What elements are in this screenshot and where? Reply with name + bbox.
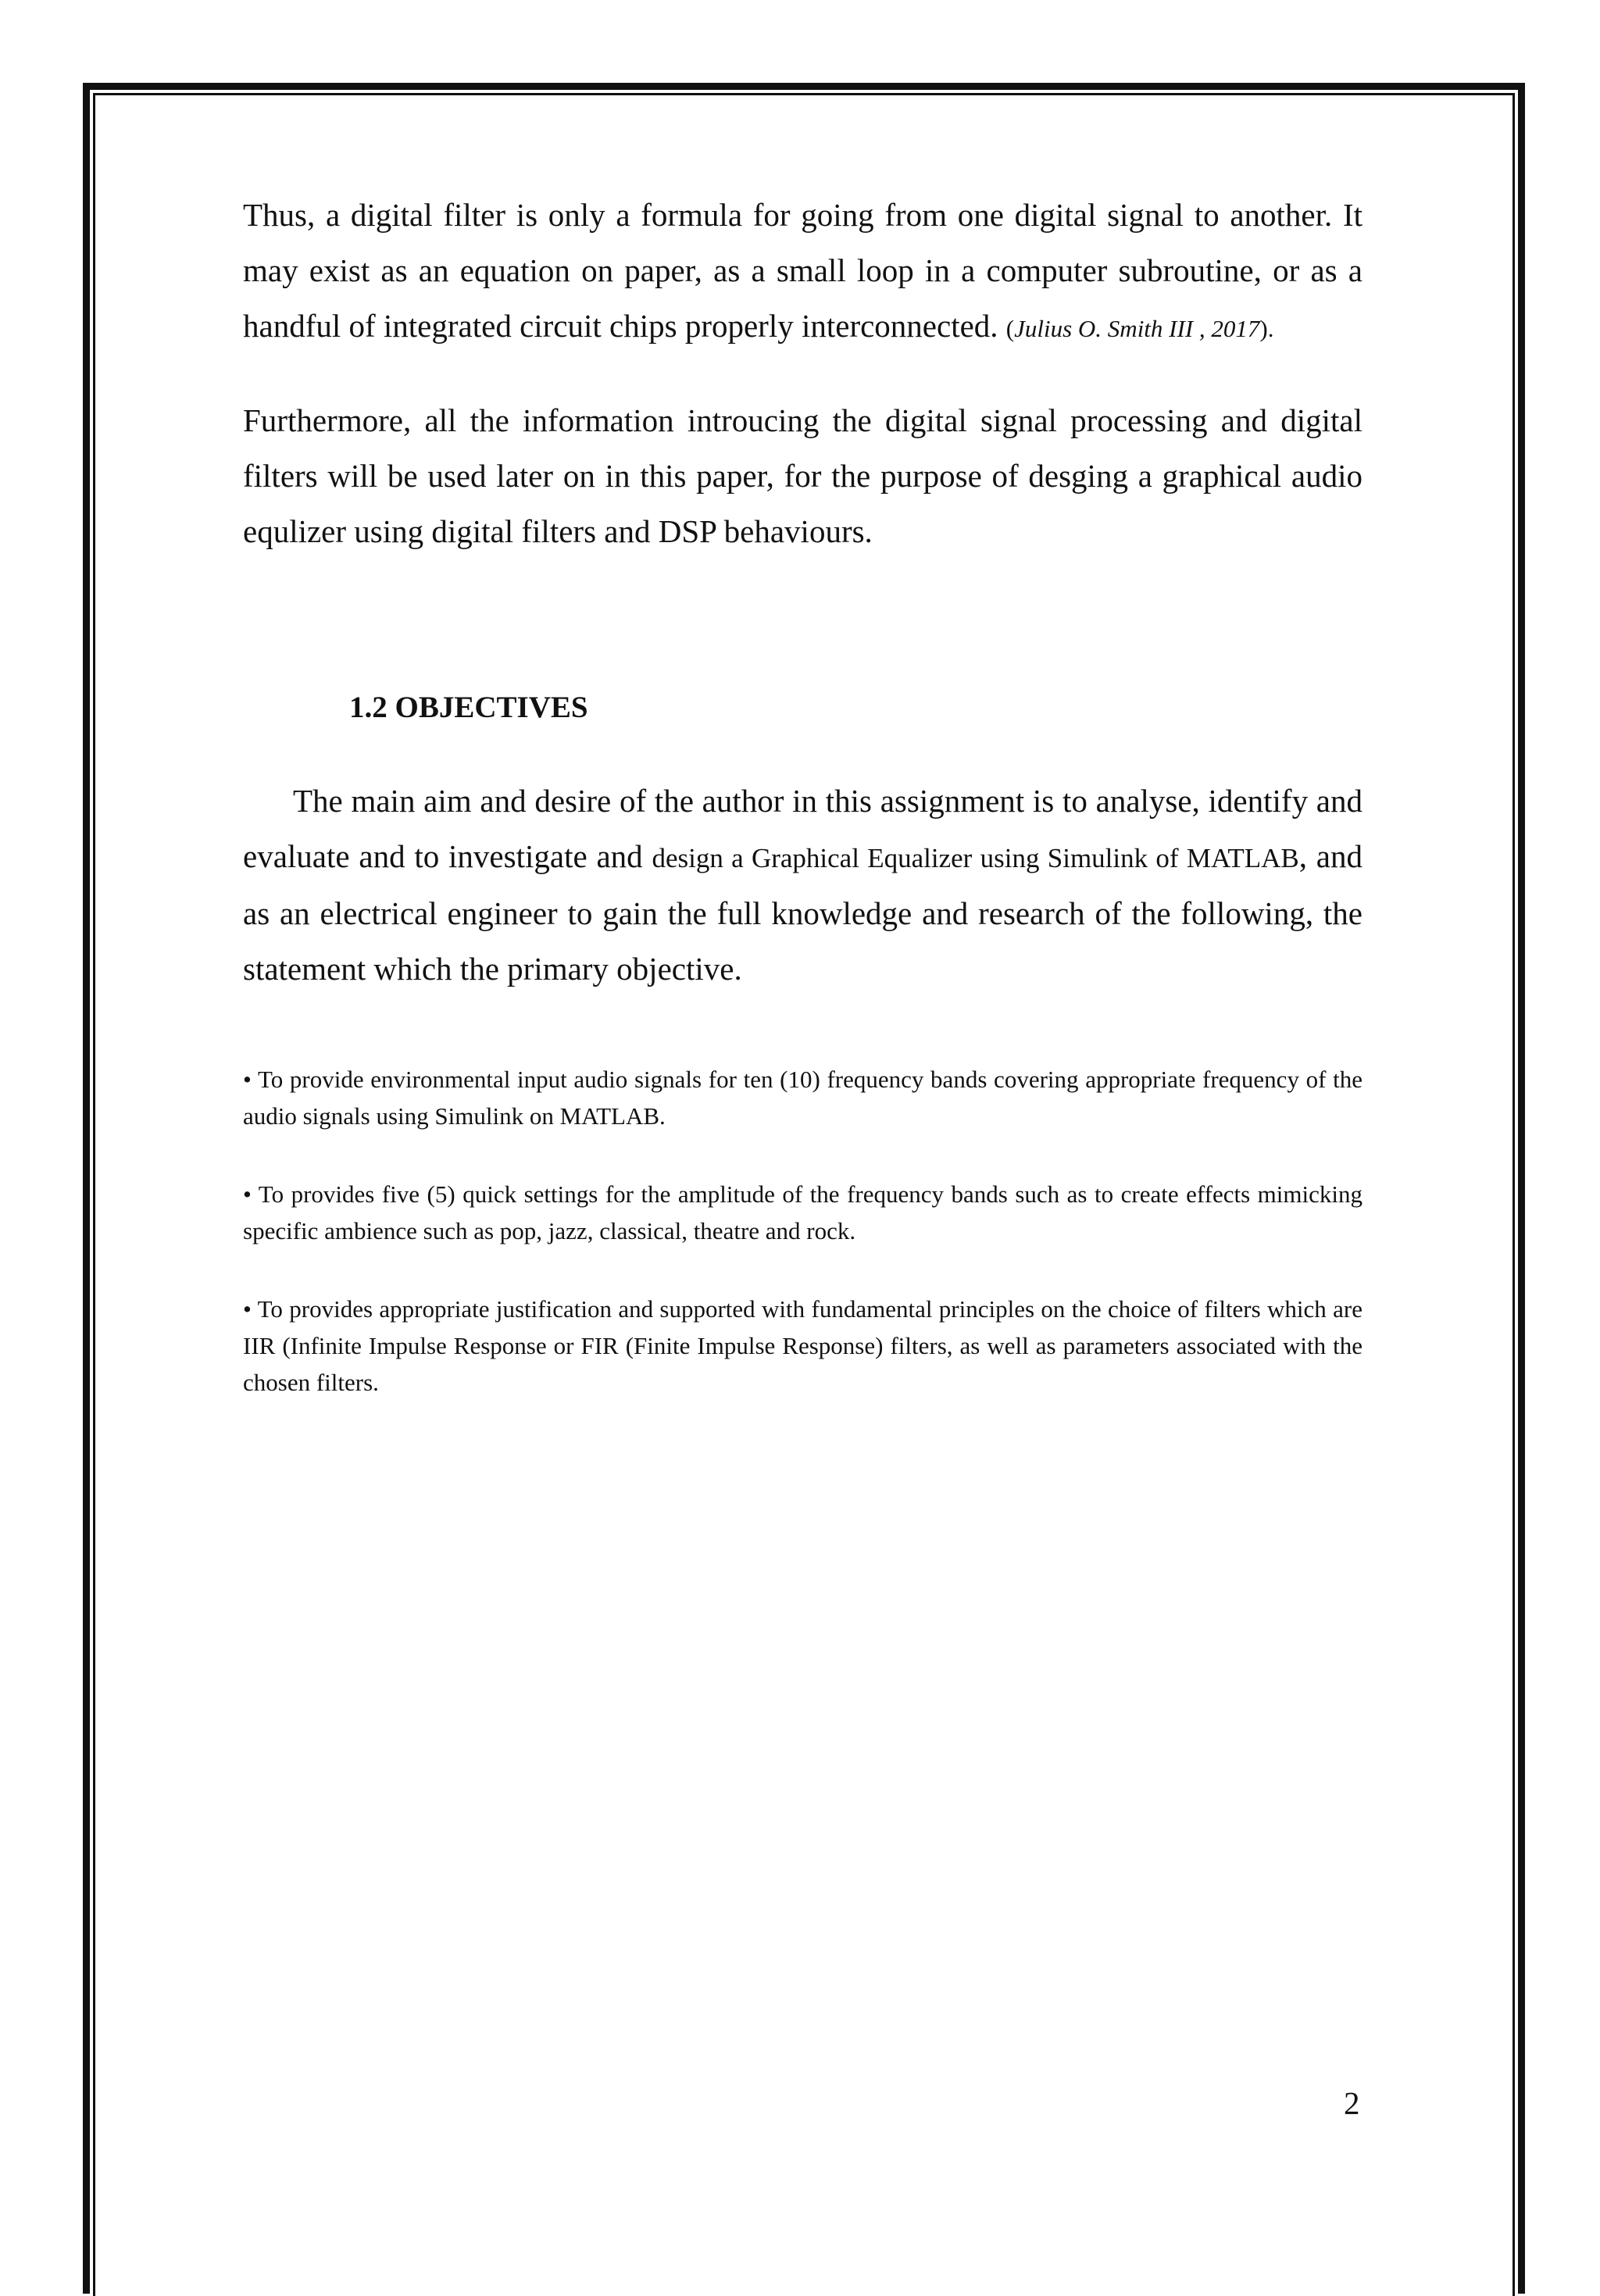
bullet-text: • To provides appropriate justification and supported with fundamental principles on the choice of filters which are IIR (Infinite Impulse Response or FIR (Finite Impulse Response) filters, as well as parameters associated with the chosen filters.: [243, 1295, 1362, 1396]
bullet-item-3: [243, 1291, 1362, 1401]
objectives-text-part-2: design a Graphical Equalizer using Simulink of MATLAB: [652, 843, 1299, 873]
paragraph-text: Furthermore, all the information introucing the digital signal processing and digital filters will be used later on in this paper, for the purpose of desging a graphical audio equlizer using digital filters and DSP behaviours.: [243, 402, 1362, 549]
bullet-item-2: [243, 1176, 1362, 1249]
paragraph-digital-filter: [243, 187, 1362, 356]
section-heading: 1.2 OBJECTIVES: [349, 691, 588, 724]
citation-author: Julius O. Smith III , 2017: [1014, 315, 1260, 342]
bullet-item-1: [243, 1061, 1362, 1134]
paragraph-furthermore: [243, 393, 1362, 559]
bullet-text: • To provide environmental input audio signals for ten (10) frequency bands covering appropriate frequency of the audio signals using Simulink on MATLAB.: [243, 1066, 1362, 1130]
bullet-text: • To provides five (5) quick settings for the amplitude of the frequency bands such as to create effects mimicking specific ambience such as pop, jazz, classical, theatre and rock.: [243, 1180, 1362, 1244]
paragraph-text: Thus, a digital filter is only a formula for going from one digital signal to another. It may exist as an equation on paper, as a small loop in a computer subroutine, or as a handful of integrated circuit chips properly interconnected.: [243, 197, 1362, 344]
page-number: 2: [1344, 2085, 1360, 2121]
paragraph-objectives: [243, 773, 1362, 997]
objectives-text-part-3: , and as an electrical engineer to gain the full knowledge and research of the following, the statement which the primary objective.: [243, 838, 1362, 987]
objectives-text-part-1: The main aim and desire of the author in this assignment is to analyse, identify and evaluate and to investigate and: [243, 783, 1362, 874]
citation: (Julius O. Smith III , 2017).: [1005, 315, 1274, 342]
